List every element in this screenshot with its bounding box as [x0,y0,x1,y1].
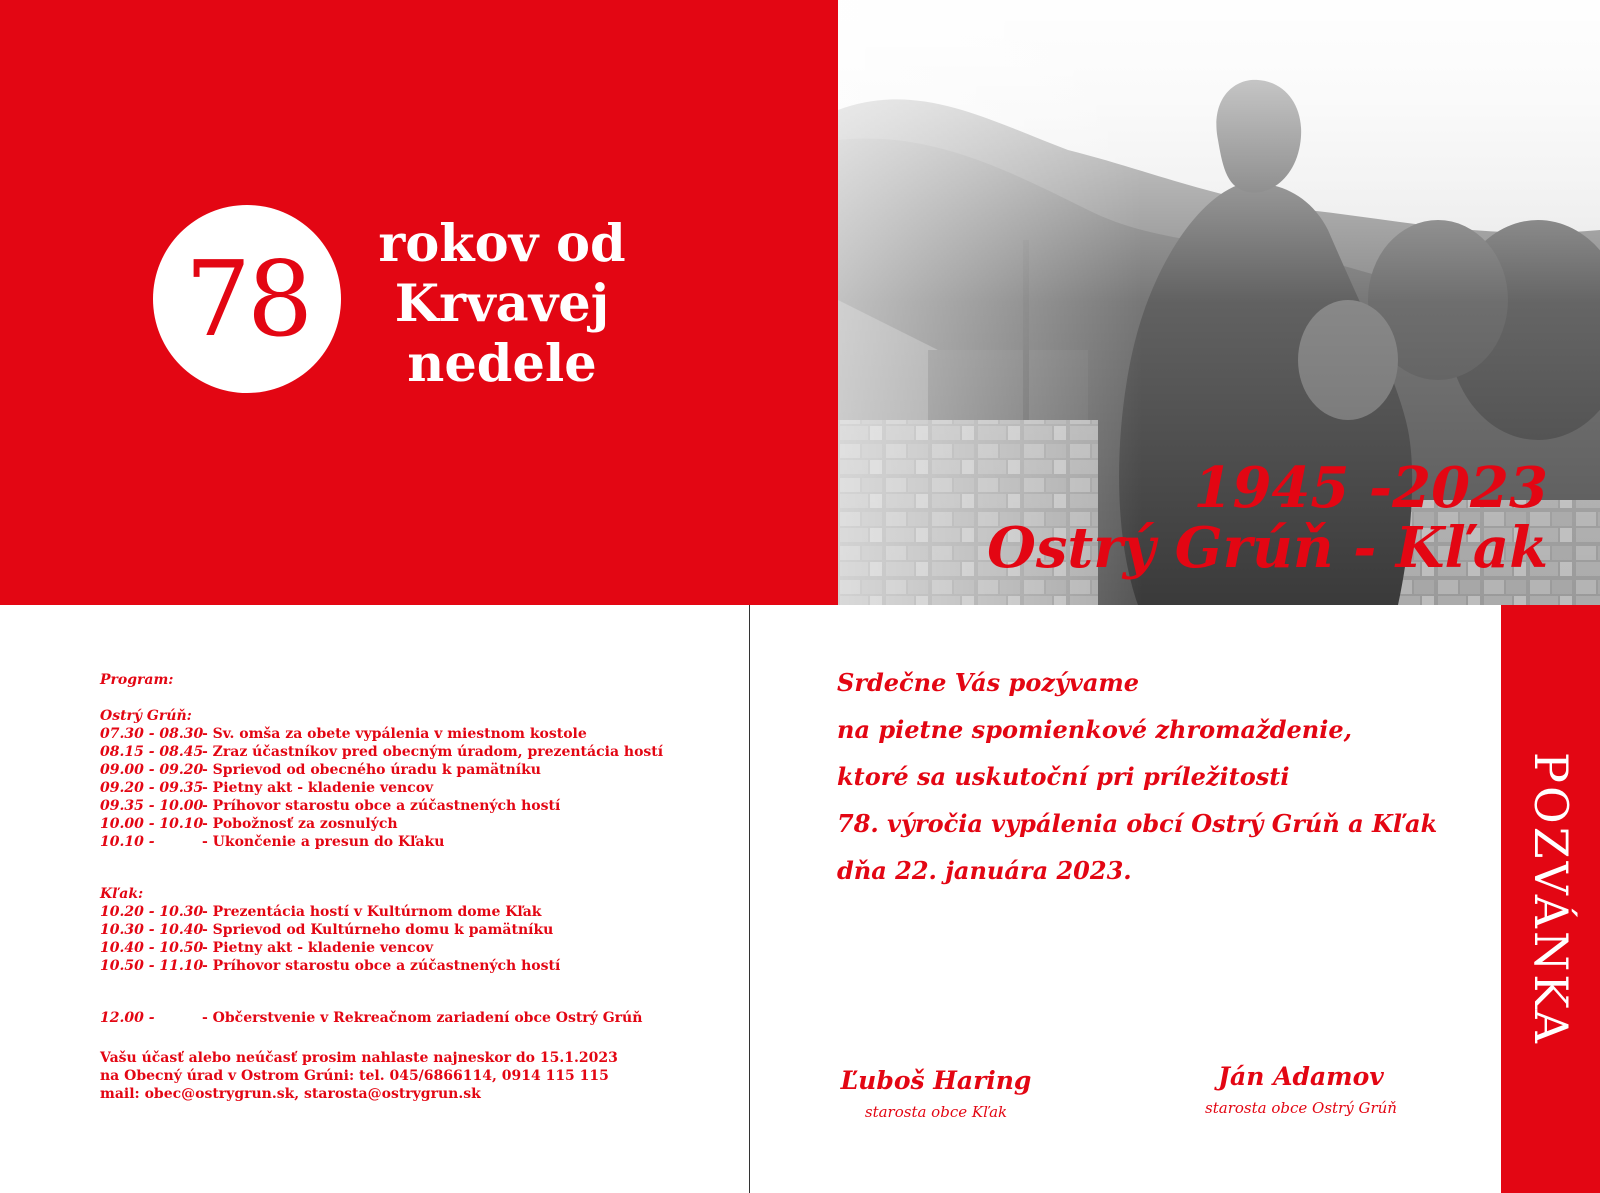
rsvp-notice [100,1049,720,1103]
rsvp-line: Vašu účasť alebo neúčasť prosim nahlaste najneskor do 15.1.2023 [100,1050,618,1066]
schedule-desc: - Pobožnosť za zosnulých [202,816,398,832]
signature-block-ostry-grun [1141,1061,1461,1119]
schedule-row-final [100,1009,720,1027]
schedule-row [100,743,720,761]
invitation-line: 78. výročia vypálenia obcí Ostrý Grúň a Kľak [837,809,1438,838]
schedule-desc: - Pietny akt - kladenie vencov [202,780,434,796]
schedule-row [100,815,720,833]
rsvp-line: mail: obec@ostrygrun.sk, starosta@ostrygrun.sk [100,1086,481,1102]
headline-line: Krvavej [394,274,610,334]
schedule-desc: - Sv. omša za obete vypálenia v miestnom kostole [202,726,587,742]
schedule-row [100,779,720,797]
event-title [987,455,1548,581]
schedule-desc: - Prezentácia hostí v Kultúrnom dome Kľak [202,904,542,920]
invitation-panel [751,605,1501,1193]
invitation-label: POZVÁNKA [1523,752,1578,1046]
headline-line: rokov od [378,214,626,274]
schedule-desc: - Príhovor starostu obce a zúčastnených hostí [202,958,561,974]
invitation-line: Srdečne Vás pozývame [837,668,1140,697]
signature-block-klak [776,1065,1096,1123]
schedule-row [100,903,720,921]
schedule-row [100,921,720,939]
schedule-row [100,725,720,743]
schedule-row [100,957,720,975]
invitation-line: na pietne spomienkové zhromaždenie, [837,715,1352,744]
schedule-time: 10.20 - 10.30 [100,904,204,920]
schedule-desc: - Sprievod od Kultúrneho domu k pamätníku [202,922,554,938]
schedule-time: 10.30 - 10.40 [100,922,204,938]
schedule-time: 12.00 - [100,1010,155,1026]
cover-panel [0,0,838,605]
schedule-desc: - Príhovor starostu obce a zúčastnených hostí [202,798,561,814]
anniversary-number-badge [153,205,341,393]
schedule-row [100,833,720,851]
event-places: Ostrý Grúň - Kľak [987,515,1548,581]
memorial-photo-panel [838,0,1600,605]
headline-line: nedele [407,334,597,394]
invitation-line: dňa 22. januára 2023. [837,856,1132,885]
schedule-time: 07.30 - 08.30 [100,726,204,742]
schedule-desc: - Pietny akt - kladenie vencov [202,940,434,956]
schedule-time: 09.35 - 10.00 [100,798,204,814]
schedule-row [100,797,720,815]
schedule-row [100,939,720,957]
schedule-desc: - Sprievod od obecného úradu k pamätníku [202,762,541,778]
invitation-label-strip [1501,605,1600,1193]
schedule-time: 10.40 - 10.50 [100,940,204,956]
program-title: Program: [100,672,174,688]
schedule-time: 10.10 - [100,834,155,850]
signer-name: Ľuboš Haring [840,1066,1032,1095]
section-label-klak: Kľak: [100,886,144,902]
invitation-line: ktoré sa uskutoční pri príležitosti [837,762,1290,791]
signer-role: starosta obce Kľak [864,1103,1008,1121]
program-panel [0,605,750,1193]
schedule-time: 09.00 - 09.20 [100,762,204,778]
rsvp-line: na Obecný úrad v Ostrom Grúni: tel. 045/6866114, 0914 115 115 [100,1068,609,1084]
anniversary-number: 78 [184,238,310,360]
signer-name: Ján Adamov [1218,1062,1384,1091]
schedule-row [100,761,720,779]
schedule-desc: - Zraz účastníkov pred obecným úradom, prezentácia hostí [202,744,664,760]
signer-role: starosta obce Ostrý Grúň [1205,1099,1397,1117]
schedule-time: 10.50 - 11.10 [100,958,204,974]
schedule-time: 10.00 - 10.10 [100,816,204,832]
section-label-ostry-grun: Ostrý Grúň: [100,708,192,724]
schedule-desc: - Občerstvenie v Rekreačnom zariadení obce Ostrý Grúň [202,1010,643,1026]
schedule-time: 08.15 - 08.45 [100,744,204,760]
schedule-desc: - Ukončenie a presun do Kľaku [202,834,445,850]
event-years: 1945 -2023 [1193,455,1548,521]
invitation-text [837,659,1477,894]
program-schedule [100,671,720,1103]
cover-headline [362,214,642,394]
schedule-time: 09.20 - 09.35 [100,780,204,796]
